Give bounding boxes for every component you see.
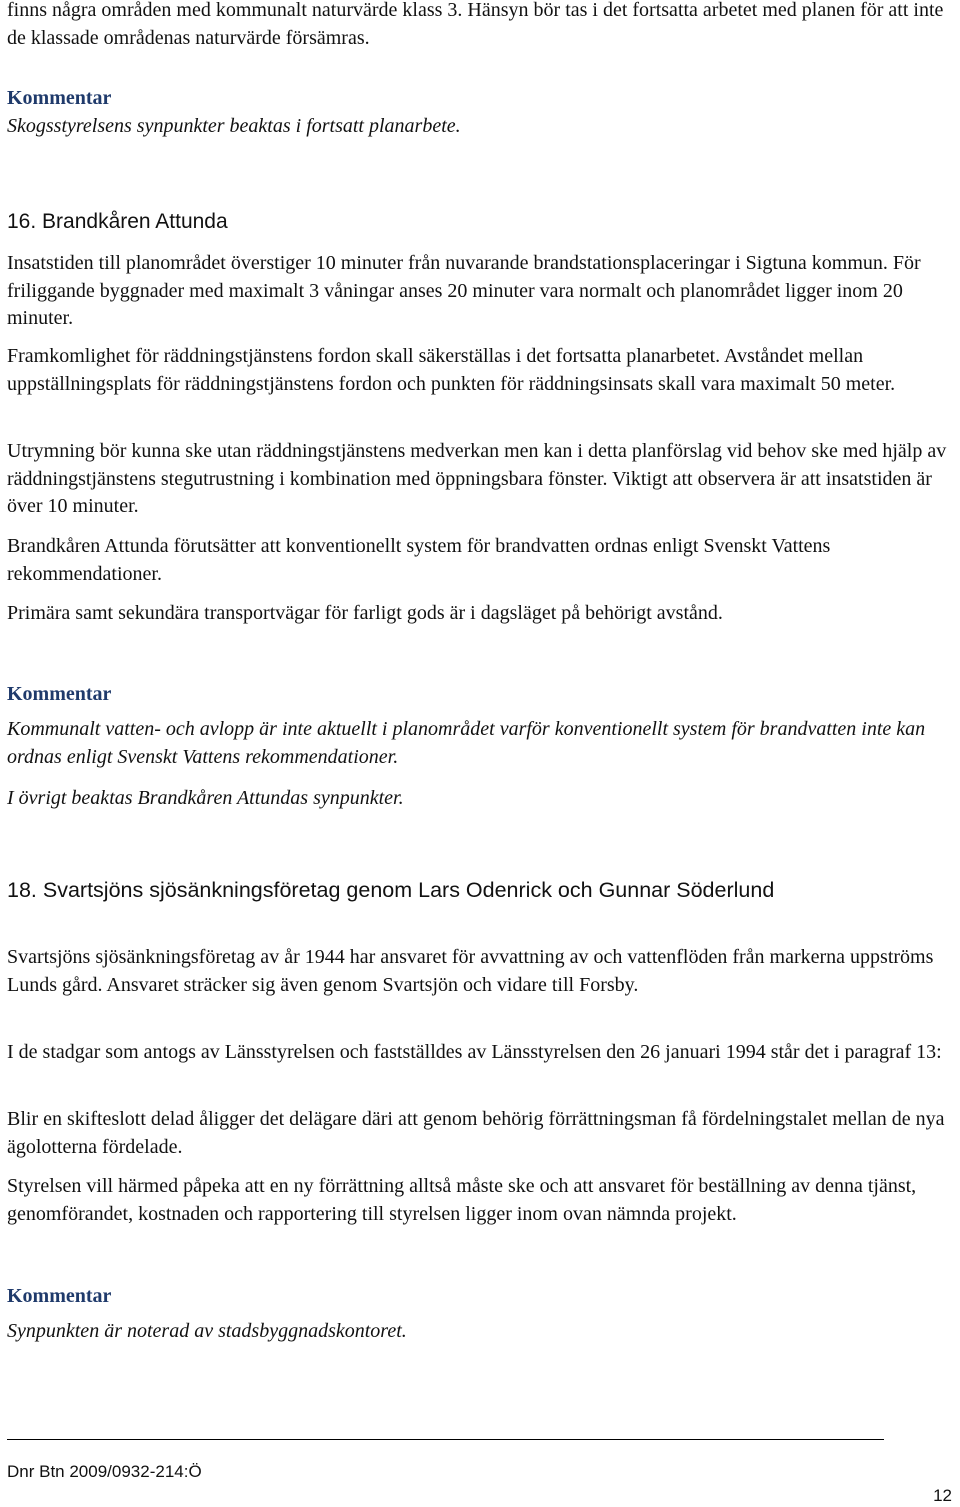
intro-paragraph: finns några områden med kommunalt naturvärde klass 3. Hänsyn bör tas i det fortsatta arbetet med planen för att inte de klassade områdenas naturvärde försämras. [7,0,944,49]
comment-text: Skogsstyrelsens synpunkter beaktas i fortsatt planarbete. [7,115,461,137]
section-16-paragraph-1: Insatstiden till planområdet överstiger 10 minuter från nuvarande brandstationsplaceringar i Sigtuna kommun. För friliggande byggnader med maximalt 3 våningar anses 20 minuter vara normalt och planområdet ligger inom 20 minuter. [7,252,921,329]
section-16-comment-2: I övrigt beaktas Brandkåren Attundas synpunkter. [7,787,404,809]
section-16-paragraph-3: Utrymning bör kunna ske utan räddningstjänstens medverkan men kan i detta planförslag vid behov ske med hjälp av räddningstjänstens stegutrustning i kombination med öppningsbara fönster. Viktigt att observera är att insatstiden är över 10 minuter. [7,440,947,517]
comment-heading: Kommentar [7,87,112,109]
section-16-paragraph-2: Framkomlighet för räddningstjänstens fordon skall säkerställas i det fortsatta planarbetet. Avståndet mellan uppställningsplats för räddningstjänstens fordon och punkten för räddningsinsats skall vara maximalt 50 meter. [7,345,896,395]
section-18-paragraph-3: Styrelsen vill härmed påpeka att en ny förrättning alltså måste ske och att ansvaret för beställning av denna tjänst, genomförandet, kostnaden och rapportering till styrelsen ligger inom ovan nämnda projekt. [7,1175,917,1225]
section-16-paragraph-5: Primära samt sekundära transportvägar för farligt gods är i dagsläget på behörigt avstånd. [7,602,723,624]
section-16-paragraph-4: Brandkåren Attunda förutsätter att konventionellt system för brandvatten ordnas enligt Svenskt Vattens rekommendationer. [7,535,831,585]
comment-heading: Kommentar [7,1285,112,1307]
footer-divider [7,1439,884,1440]
comment-heading: Kommentar [7,683,112,705]
section-18-paragraph-2: I de stadgar som antogs av Länsstyrelsen och fastställdes av Länsstyrelsen den 26 januari 1994 står det i paragraf 13: [7,1041,942,1063]
document-reference: Dnr Btn 2009/0932-214:Ö [7,1462,202,1481]
section-16-comment-1: Kommunalt vatten- och avlopp är inte aktuellt i planområdet varför konventionellt system för brandvatten inte kan ordnas enligt Svenskt Vattens rekommendationer. [7,718,926,768]
section-18-paragraph-1: Svartsjöns sjösänkningsföretag av år 1944 har ansvaret för avvattning av och vattenflöden från markerna uppströms Lunds gård. Ansvaret sträcker sig även genom Svartsjön och vidare till Forsby. [7,946,934,996]
section-heading-18: 18. Svartsjöns sjösänkningsföretag genom Lars Odenrick och Gunnar Söderlund [7,878,775,902]
section-heading-16: 16. Brandkåren Attunda [7,210,228,233]
section-18-comment: Synpunkten är noterad av stadsbyggnadskontoret. [7,1320,407,1342]
section-18-quote: Blir en skifteslott delad åligger det delägare däri att genom behörig förrättningsman få fördelningstalet mellan de nya ägolotterna fördelade. [7,1108,945,1158]
page-number: 12 [933,1486,952,1505]
